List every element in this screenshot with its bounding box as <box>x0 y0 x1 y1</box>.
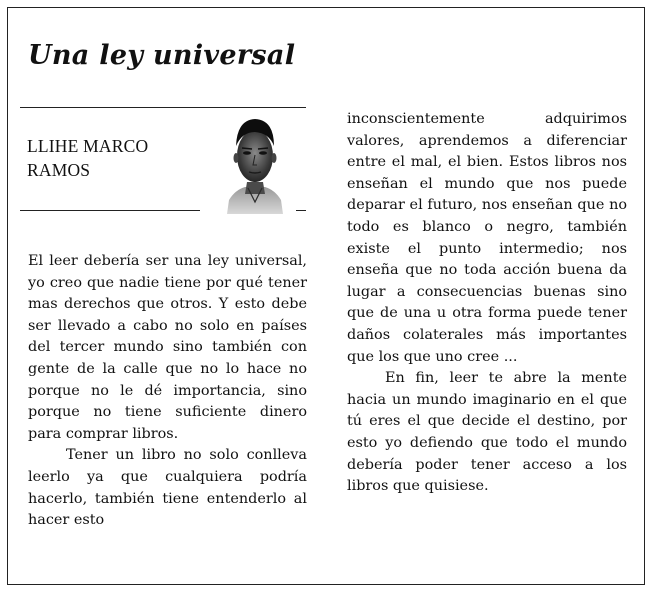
author-name: LLIHE MARCO RAMOS <box>27 136 149 180</box>
author-photo <box>225 116 285 214</box>
author-divider-tail <box>296 210 306 211</box>
paragraph: El leer debería ser una ley universal, yo creo que nadie tiene por qué tener mas derechos que otros. Y esto debe ser llevado a cabo no solo en países del tercer mundo sino también con gente de la calle que no lo hace no porque no le dé importancia, sino porque no tiene suficiente dinero para comprar libros. <box>28 253 307 442</box>
left-column <box>28 251 307 532</box>
paragraph: Tener un libro no solo conlleva leerlo ya que cualquiera podría hacerlo, también tiene entenderlo al hacer esto <box>28 447 307 529</box>
article-title: Una ley universal <box>28 40 296 71</box>
right-column <box>347 109 627 498</box>
paragraph: inconscientemente adquirimos valores, aprendemos a diferenciar entre el mal, el bien. Estos libros nos enseñan el mundo que nos puede deparar el futuro, nos enseñan que no todo es blanco o negro, también existe el punto intermedio; nos enseña que no toda acción buena da lugar a consecuencias buenas sino que de una u otra forma puede tener daños colaterales más importantes que los que uno cree ... <box>347 111 627 365</box>
paragraph: En fin, leer te abre la mente hacia un mundo imaginario en el que tú eres el que decide el destino, por esto yo defiendo que todo el mundo debería poder tener acceso a los libros que quisiese. <box>347 370 627 495</box>
title-divider <box>20 107 306 108</box>
author-divider <box>20 210 200 211</box>
portrait-photo-icon <box>225 116 285 214</box>
